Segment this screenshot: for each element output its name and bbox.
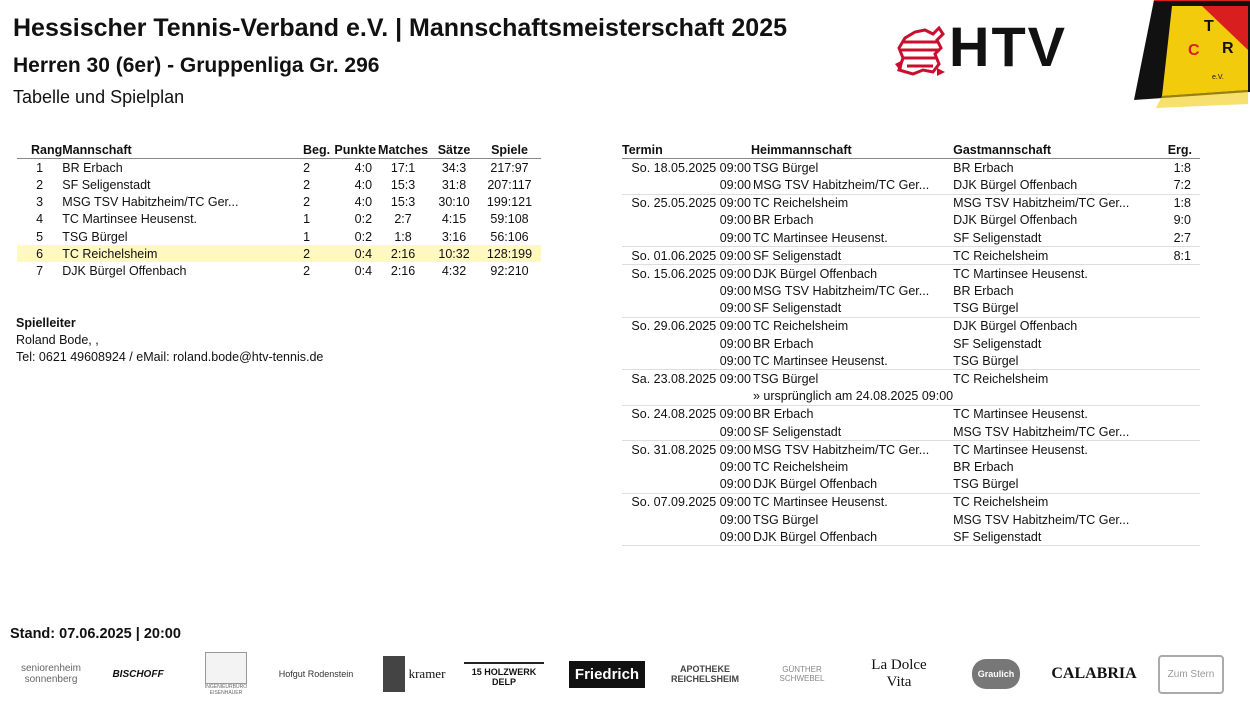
col-guest: Gastmannschaft bbox=[953, 141, 1158, 159]
page-title: Hessischer Tennis-Verband e.V. | Mannschaftsmeisterschaft 2025 bbox=[13, 14, 787, 42]
table-row bbox=[622, 283, 1200, 300]
date-cell: 09:00 bbox=[719, 213, 751, 228]
schedule-table bbox=[622, 141, 1200, 546]
guest-cell: BR Erbach bbox=[953, 159, 1158, 177]
matches-cell: 2:7 bbox=[394, 212, 412, 227]
sponsor-logo bbox=[762, 648, 842, 700]
sponsor-name: INGENIEURBÜRO EISENHAUER bbox=[204, 684, 248, 696]
result-cell: 1:8 bbox=[1158, 194, 1200, 212]
played-cell: 2 bbox=[303, 195, 311, 210]
home-cell: DJK Bürgel Offenbach bbox=[751, 265, 953, 283]
sponsor-logo bbox=[1154, 648, 1228, 700]
home-cell: SF Seligenstadt bbox=[752, 301, 842, 316]
col-team: Mannschaft bbox=[62, 141, 284, 159]
home-cell: TSG Bürgel bbox=[751, 370, 953, 388]
points-cell: 4:0 bbox=[354, 177, 373, 192]
date-cell: So. 07.09.2025 09:00 bbox=[622, 493, 751, 511]
schedule-header bbox=[622, 141, 1200, 159]
guest-cell bbox=[953, 388, 1158, 406]
date-cell bbox=[622, 388, 751, 406]
result-cell bbox=[1158, 335, 1200, 352]
table-row bbox=[622, 458, 1200, 475]
team-cell: BR Erbach bbox=[62, 160, 123, 175]
sponsor-logo bbox=[8, 648, 94, 700]
table-row bbox=[622, 423, 1200, 441]
home-cell: MSG TSV Habitzheim/TC Ger... bbox=[752, 284, 930, 299]
played-cell: 2 bbox=[303, 160, 311, 175]
games-cell: 199:121 bbox=[486, 195, 533, 210]
matches-cell: 2:16 bbox=[390, 263, 416, 278]
guest-cell: TSG Bürgel bbox=[953, 477, 1019, 492]
htv-logo-text: HTV bbox=[949, 15, 1067, 78]
date-cell: 09:00 bbox=[719, 353, 751, 368]
standings-header bbox=[17, 141, 541, 159]
date-cell: Sa. 23.08.2025 09:00 bbox=[622, 370, 751, 388]
table-row bbox=[17, 262, 541, 279]
club-logo bbox=[1132, 0, 1250, 110]
matches-cell: 2:16 bbox=[376, 245, 430, 262]
table-row bbox=[622, 212, 1200, 229]
rank-cell: 2 bbox=[36, 177, 44, 192]
sponsor-name: kramer bbox=[408, 666, 446, 681]
team-cell: MSG TSV Habitzheim/TC Ger... bbox=[62, 195, 239, 210]
date-cell: 09:00 bbox=[719, 177, 751, 192]
date-cell: So. 18.05.2025 09:00 bbox=[622, 159, 751, 177]
club-logo-letter: C bbox=[1188, 42, 1200, 59]
table-row bbox=[622, 265, 1200, 283]
leader-info bbox=[16, 315, 323, 367]
hessian-lion-icon bbox=[893, 20, 947, 80]
club-logo-letter: e.V. bbox=[1212, 74, 1224, 81]
team-cell: TC Reichelsheim bbox=[62, 245, 284, 262]
sponsor-logo bbox=[200, 648, 252, 700]
col-points: Punkte bbox=[334, 141, 376, 159]
team-cell: SF Seligenstadt bbox=[62, 177, 151, 192]
result-cell bbox=[1158, 458, 1200, 475]
guest-cell: MSG TSV Habitzheim/TC Ger... bbox=[953, 424, 1130, 439]
result-cell bbox=[1158, 370, 1200, 388]
table-row bbox=[622, 405, 1200, 423]
home-cell: TC Martinsee Heusenst. bbox=[752, 353, 888, 368]
sets-cell: 10:32 bbox=[430, 245, 478, 262]
rank-cell: 7 bbox=[36, 263, 44, 278]
sponsor-logo bbox=[568, 648, 646, 700]
home-cell: TSG Bürgel bbox=[752, 512, 819, 527]
games-cell: 92:210 bbox=[490, 263, 529, 278]
team-cell: DJK Bürgel Offenbach bbox=[62, 263, 187, 278]
sponsor-logo bbox=[666, 648, 744, 700]
table-row bbox=[622, 229, 1200, 247]
rank-cell: 5 bbox=[36, 229, 44, 244]
home-cell: DJK Bürgel Offenbach bbox=[751, 528, 953, 546]
table-row bbox=[622, 247, 1200, 265]
club-logo-letter: T bbox=[1204, 18, 1214, 35]
result-cell bbox=[1158, 511, 1200, 528]
date-cell: So. 29.06.2025 09:00 bbox=[622, 317, 751, 335]
played-cell: 2 bbox=[284, 245, 334, 262]
result-cell bbox=[1158, 265, 1200, 283]
points-cell: 0:4 bbox=[354, 263, 373, 278]
matches-cell: 15:3 bbox=[390, 177, 416, 192]
home-cell: SF Seligenstadt bbox=[751, 247, 953, 265]
col-rank: Rang bbox=[17, 141, 62, 159]
col-result: Erg. bbox=[1158, 141, 1200, 159]
guest-cell: TC Reichelsheim bbox=[953, 247, 1158, 265]
home-cell: » ursprünglich am 24.08.2025 09:00 bbox=[752, 389, 954, 404]
sponsor-name: Hofgut Rodenstein bbox=[278, 669, 354, 679]
games-cell: 59:108 bbox=[490, 212, 529, 227]
sponsor-name: Graulich bbox=[972, 659, 1021, 689]
page-info: Tabelle und Spielplan bbox=[13, 87, 185, 107]
building-icon bbox=[205, 652, 247, 684]
sponsor-logo bbox=[464, 648, 544, 700]
col-games: Spiele bbox=[478, 141, 541, 159]
played-cell: 2 bbox=[303, 177, 311, 192]
table-row bbox=[17, 245, 541, 262]
date-cell: 09:00 bbox=[719, 301, 751, 316]
points-cell: 0:4 bbox=[334, 245, 376, 262]
home-cell: TC Martinsee Heusenst. bbox=[752, 230, 888, 245]
sponsor-name: BISCHOFF bbox=[112, 668, 164, 680]
date-cell: 09:00 bbox=[719, 477, 751, 492]
points-cell: 0:2 bbox=[354, 229, 373, 244]
home-cell: TC Reichelsheim bbox=[751, 194, 953, 212]
sponsor-emblem-icon bbox=[383, 656, 405, 692]
home-cell: BR Erbach bbox=[751, 405, 953, 423]
played-cell: 1 bbox=[303, 229, 311, 244]
result-cell bbox=[1158, 300, 1200, 318]
col-home: Heimmannschaft bbox=[751, 141, 953, 159]
leader-label: Spielleiter bbox=[16, 316, 76, 330]
result-cell: 2:7 bbox=[1173, 230, 1191, 245]
home-cell: DJK Bürgel Offenbach bbox=[752, 477, 878, 492]
sponsor-name: APOTHEKE REICHELSHEIM bbox=[670, 664, 739, 684]
date-cell: 09:00 bbox=[719, 336, 751, 351]
sponsor-logo bbox=[102, 648, 174, 700]
points-cell: 4:0 bbox=[354, 195, 373, 210]
guest-cell: TC Reichelsheim bbox=[953, 493, 1158, 511]
result-cell bbox=[1158, 283, 1200, 300]
date-cell: 09:00 bbox=[719, 284, 751, 299]
table-row bbox=[622, 159, 1200, 177]
rank-cell: 1 bbox=[36, 160, 44, 175]
team-cell: TSG Bürgel bbox=[62, 229, 128, 244]
date-cell: So. 31.08.2025 09:00 bbox=[622, 441, 751, 459]
date-cell: So. 24.08.2025 09:00 bbox=[622, 405, 751, 423]
team-cell: TC Martinsee Heusenst. bbox=[62, 212, 198, 227]
guest-cell: BR Erbach bbox=[953, 459, 1014, 474]
guest-cell: SF Seligenstadt bbox=[953, 336, 1042, 351]
result-cell bbox=[1158, 441, 1200, 459]
result-cell bbox=[1158, 423, 1200, 441]
points-cell: 4:0 bbox=[354, 160, 373, 175]
club-logo-letter: R bbox=[1222, 40, 1234, 57]
table-row bbox=[622, 493, 1200, 511]
guest-cell: DJK Bürgel Offenbach bbox=[953, 177, 1078, 192]
col-date: Termin bbox=[622, 141, 751, 159]
result-cell: 9:0 bbox=[1173, 213, 1191, 228]
sets-cell: 4:15 bbox=[441, 212, 467, 227]
col-played: Beg. bbox=[284, 141, 334, 159]
date-cell: 09:00 bbox=[719, 512, 751, 527]
sponsor-name: GÜNTHER SCHWEBEL bbox=[779, 665, 825, 683]
home-cell: TC Martinsee Heusenst. bbox=[751, 493, 953, 511]
sponsor-logo bbox=[276, 648, 356, 700]
result-cell bbox=[1158, 317, 1200, 335]
table-row bbox=[17, 176, 541, 193]
date-cell: 09:00 bbox=[719, 424, 751, 439]
date-cell: So. 15.06.2025 09:00 bbox=[622, 265, 751, 283]
table-row bbox=[622, 194, 1200, 212]
table-row bbox=[17, 228, 541, 245]
guest-cell: TC Reichelsheim bbox=[953, 370, 1158, 388]
standings-table bbox=[17, 141, 541, 280]
result-cell: 8:1 bbox=[1158, 247, 1200, 265]
date-cell: So. 25.05.2025 09:00 bbox=[622, 194, 751, 212]
guest-cell: BR Erbach bbox=[953, 284, 1014, 299]
table-row bbox=[622, 300, 1200, 318]
table-row bbox=[622, 335, 1200, 352]
sets-cell: 3:16 bbox=[441, 229, 467, 244]
sets-cell: 30:10 bbox=[438, 195, 470, 210]
rank-cell: 3 bbox=[36, 195, 44, 210]
result-cell bbox=[1158, 528, 1200, 546]
points-cell: 0:2 bbox=[354, 212, 373, 227]
matches-cell: 17:1 bbox=[390, 160, 416, 175]
guest-cell: TC Martinsee Heusenst. bbox=[953, 405, 1158, 423]
result-cell bbox=[1158, 388, 1200, 406]
home-cell: MSG TSV Habitzheim/TC Ger... bbox=[752, 177, 930, 192]
home-cell: TC Reichelsheim bbox=[751, 317, 953, 335]
home-cell: BR Erbach bbox=[752, 336, 814, 351]
table-row bbox=[622, 176, 1200, 194]
leader-contact: Tel: 0621 49608924 / eMail: roland.bode@htv-tennis.de bbox=[16, 350, 324, 365]
table-row bbox=[622, 317, 1200, 335]
result-cell: 7:2 bbox=[1173, 177, 1191, 192]
home-cell: TSG Bürgel bbox=[751, 159, 953, 177]
sponsor-logo bbox=[960, 648, 1032, 700]
rank-cell: 4 bbox=[36, 212, 44, 227]
result-cell bbox=[1158, 493, 1200, 511]
home-cell: SF Seligenstadt bbox=[752, 424, 842, 439]
date-cell: 09:00 bbox=[622, 528, 751, 546]
guest-cell: TSG Bürgel bbox=[953, 301, 1019, 316]
table-row bbox=[622, 528, 1200, 546]
date-cell: 09:00 bbox=[719, 230, 751, 245]
games-cell: 128:199 bbox=[478, 245, 541, 262]
result-cell: 1:8 bbox=[1158, 159, 1200, 177]
col-sets: Sätze bbox=[430, 141, 478, 159]
leader-name: Roland Bode, , bbox=[16, 333, 99, 348]
sponsor-name: seniorenheim sonnenberg bbox=[20, 663, 82, 685]
table-row bbox=[622, 352, 1200, 370]
table-row bbox=[622, 476, 1200, 494]
table-row bbox=[622, 511, 1200, 528]
sets-cell: 34:3 bbox=[441, 160, 467, 175]
home-cell: MSG TSV Habitzheim/TC Ger... bbox=[751, 441, 953, 459]
sponsor-logo bbox=[1051, 648, 1137, 700]
guest-cell: SF Seligenstadt bbox=[953, 528, 1158, 546]
guest-cell: SF Seligenstadt bbox=[953, 230, 1042, 245]
sponsor-logo bbox=[858, 648, 940, 700]
games-cell: 56:106 bbox=[490, 229, 529, 244]
table-row bbox=[17, 211, 541, 228]
table-row bbox=[622, 441, 1200, 459]
league-subtitle: Herren 30 (6er) - Gruppenliga Gr. 296 bbox=[13, 54, 380, 77]
date-cell: So. 01.06.2025 09:00 bbox=[622, 247, 751, 265]
guest-cell: DJK Bürgel Offenbach bbox=[953, 317, 1158, 335]
guest-cell: TC Martinsee Heusenst. bbox=[953, 441, 1158, 459]
guest-cell: TSG Bürgel bbox=[953, 353, 1019, 368]
guest-cell: MSG TSV Habitzheim/TC Ger... bbox=[953, 512, 1130, 527]
played-cell: 2 bbox=[303, 263, 311, 278]
result-cell bbox=[1158, 476, 1200, 494]
sponsor-name: 15 HOLZWERK DELP bbox=[464, 662, 544, 687]
sponsor-name: La Dolce Vita bbox=[871, 657, 927, 690]
guest-cell: DJK Bürgel Offenbach bbox=[953, 213, 1078, 228]
sponsor-name: Zum Stern bbox=[1158, 655, 1225, 694]
table-row bbox=[17, 159, 541, 177]
sponsor-name: Friedrich bbox=[569, 661, 645, 688]
date-cell: 09:00 bbox=[719, 459, 751, 474]
played-cell: 1 bbox=[303, 212, 311, 227]
sponsor-name: CALABRIA bbox=[1051, 665, 1137, 682]
table-row bbox=[622, 370, 1200, 388]
rank-cell: 6 bbox=[17, 245, 62, 262]
guest-cell: MSG TSV Habitzheim/TC Ger... bbox=[953, 194, 1158, 212]
htv-logo bbox=[893, 15, 1108, 80]
sponsor-logo bbox=[378, 648, 450, 700]
sets-cell: 31:8 bbox=[441, 177, 467, 192]
matches-cell: 1:8 bbox=[394, 229, 412, 244]
sets-cell: 4:32 bbox=[441, 263, 467, 278]
home-cell: TC Reichelsheim bbox=[752, 459, 849, 474]
table-row bbox=[622, 388, 1200, 406]
table-row bbox=[17, 194, 541, 211]
col-matches: Matches bbox=[376, 141, 430, 159]
stand-timestamp: Stand: 07.06.2025 | 20:00 bbox=[10, 626, 181, 642]
matches-cell: 15:3 bbox=[390, 195, 416, 210]
games-cell: 217:97 bbox=[490, 160, 529, 175]
result-cell bbox=[1158, 352, 1200, 370]
home-cell: BR Erbach bbox=[752, 213, 814, 228]
guest-cell: TC Martinsee Heusenst. bbox=[953, 265, 1158, 283]
games-cell: 207:117 bbox=[487, 177, 532, 192]
result-cell bbox=[1158, 405, 1200, 423]
